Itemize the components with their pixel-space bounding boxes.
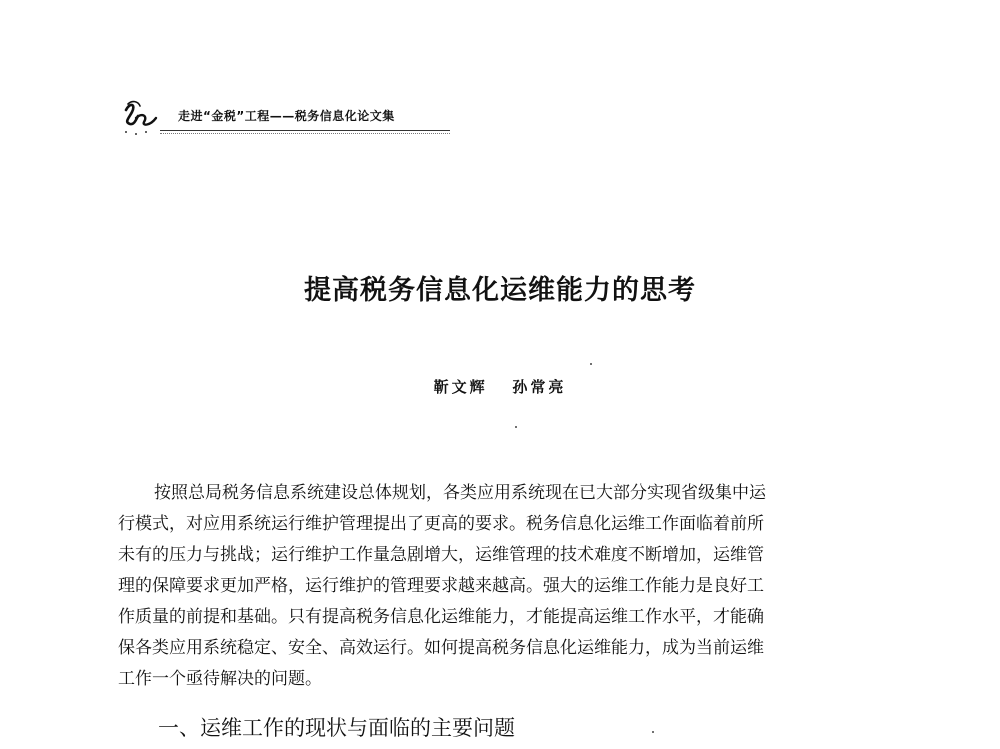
scan-speck bbox=[652, 731, 654, 733]
running-header-title: 走进“金税”工程——税务信息化论文集 bbox=[178, 109, 395, 123]
article-title: 提高税务信息化运维能力的思考 bbox=[304, 275, 696, 306]
paragraph-line: 保各类应用系统稳定、安全、高效运行。如何提高税务信息化运维能力，成为当前运维 bbox=[118, 638, 764, 658]
paragraph-line: 行模式，对应用系统运行维护管理提出了更高的要求。税务信息化运维工作面临着前所 bbox=[118, 514, 764, 534]
paragraph-line: 理的保障要求更加严格，运行维护的管理要求越来越高。强大的运维工作能力是良好工 bbox=[118, 576, 764, 596]
paragraph-line: 按照总局税务信息系统建设总体规划，各类应用系统现在已大部分实现省级集中运 bbox=[154, 483, 766, 503]
running-header bbox=[120, 96, 440, 146]
article-paragraph bbox=[118, 478, 884, 695]
header-rule-dotted bbox=[160, 133, 450, 134]
header-rule bbox=[160, 130, 450, 131]
paragraph-line: 工作一个亟待解决的问题。 bbox=[118, 669, 322, 689]
scan-speck bbox=[590, 363, 592, 365]
section-heading: 一、运维工作的现状与面临的主要问题 bbox=[158, 716, 515, 740]
scan-speck bbox=[515, 426, 517, 428]
article-authors: 靳文辉 孙常亮 bbox=[433, 378, 567, 396]
paragraph-line: 作质量的前提和基础。只有提高税务信息化运维能力，才能提高运维工作水平，才能确 bbox=[118, 607, 764, 627]
paragraph-line: 未有的压力与挑战；运行维护工作量急剧增大，运维管理的技术难度不断增加，运维管 bbox=[118, 545, 764, 565]
